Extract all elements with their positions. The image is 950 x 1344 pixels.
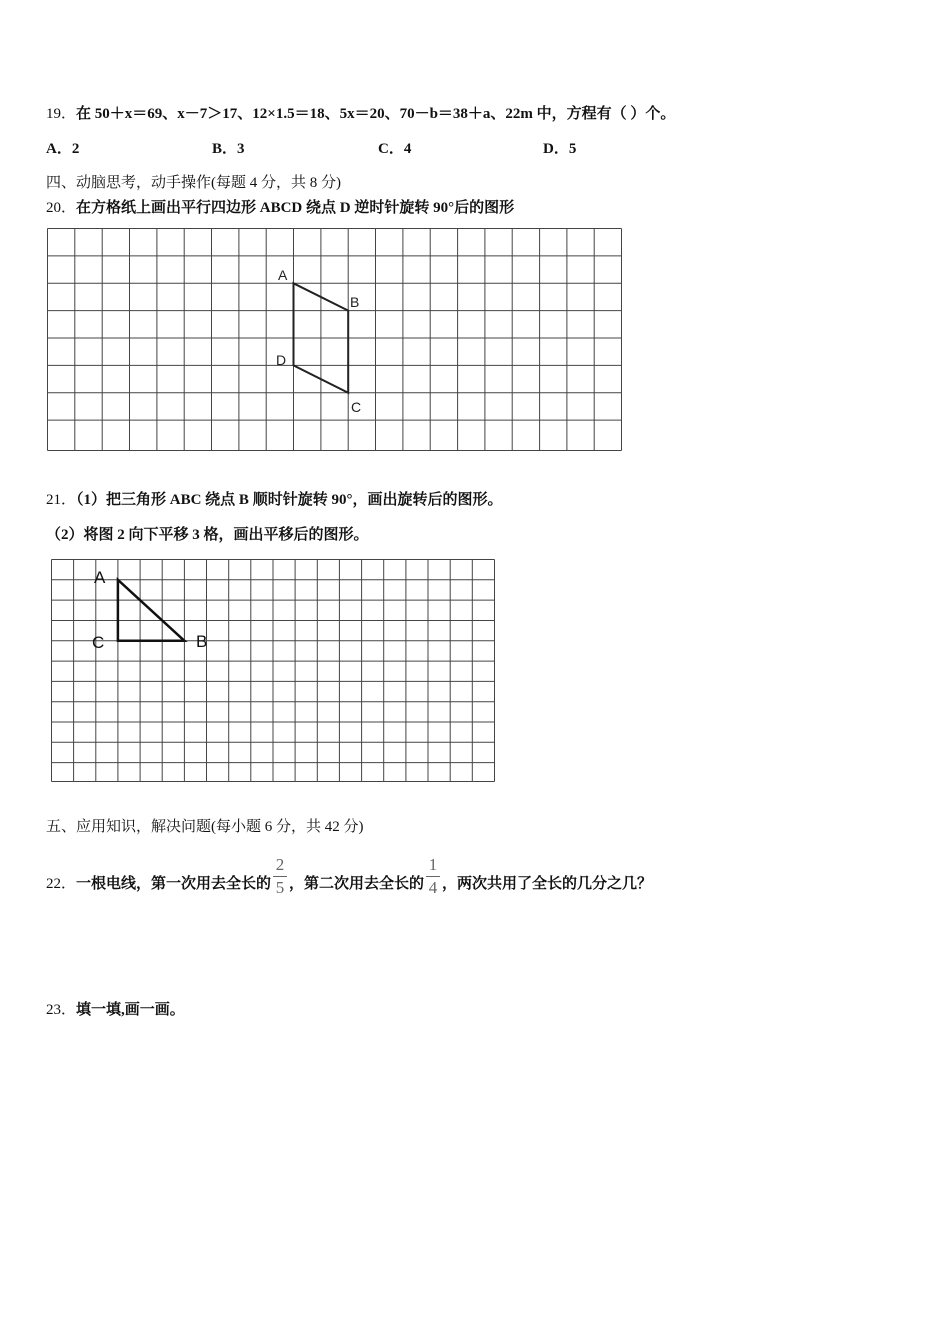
question-text-a: 一根电线，第一次用去全长的	[76, 875, 272, 892]
vertex-label-a: A	[94, 568, 106, 587]
triangle-abc	[118, 580, 184, 641]
option-d[interactable]: D．5	[543, 141, 577, 157]
grid-lines	[48, 229, 622, 451]
q21-part2: （2）将图 2 向下平移 3 格，画出平移后的图形。	[46, 527, 369, 543]
q23-stem	[46, 998, 185, 1019]
question-text-c: ，两次共用了全长的几分之几？	[442, 875, 653, 892]
section-heading-5: 五、应用知识，解决问题(每小题 6 分，共 42 分)	[46, 819, 364, 835]
question-number: 20．	[46, 200, 77, 216]
fraction-denominator: 5	[275, 878, 285, 897]
vertex-label-a: A	[278, 267, 288, 283]
question-number: 23．	[46, 1002, 77, 1018]
q19-stem	[46, 102, 675, 123]
q21-grid-figure	[44, 555, 504, 785]
question-text: 填一填,画一画。	[76, 1002, 185, 1018]
question-text-b: ，第二次用去全长的	[289, 875, 425, 892]
fraction-numerator: 2	[275, 855, 285, 874]
vertex-label-d: D	[276, 352, 287, 368]
vertex-label-b: B	[350, 294, 360, 310]
q20-grid-figure	[40, 222, 630, 462]
fraction-numerator: 1	[428, 855, 438, 874]
vertex-label-c: C	[351, 399, 362, 415]
option-c[interactable]: C．4	[378, 141, 412, 157]
fraction-one-quarter	[426, 856, 440, 897]
vertex-label-b: B	[196, 632, 208, 651]
option-b[interactable]: B．3	[212, 141, 245, 157]
question-text-part1: （1）把三角形 ABC 绕点 B 顺时针旋转 90°，画出旋转后的图形。	[76, 492, 503, 508]
section-heading-4: 四、动脑思考，动手操作(每题 4 分，共 8 分)	[46, 175, 341, 191]
fraction-denominator: 4	[428, 878, 438, 897]
vertex-label-c: C	[92, 633, 105, 652]
option-a[interactable]: A．2	[46, 141, 80, 157]
question-number: 19．	[46, 106, 77, 122]
q22-stem	[46, 855, 653, 905]
fraction-two-fifths	[273, 856, 287, 897]
question-text: 在方格纸上画出平行四边形 ABCD 绕点 D 逆时针旋转 90°后的图形	[76, 200, 515, 216]
question-text: 在 50＋x＝69、x－7＞17、12×1.5＝18、5x＝20、70－b＝38＋a、22m 中，方程有（ ）个。	[76, 106, 676, 122]
question-number: 22．	[46, 875, 77, 892]
question-number: 21．	[46, 492, 77, 508]
q20-stem	[46, 196, 514, 217]
q21-stem	[46, 488, 502, 509]
